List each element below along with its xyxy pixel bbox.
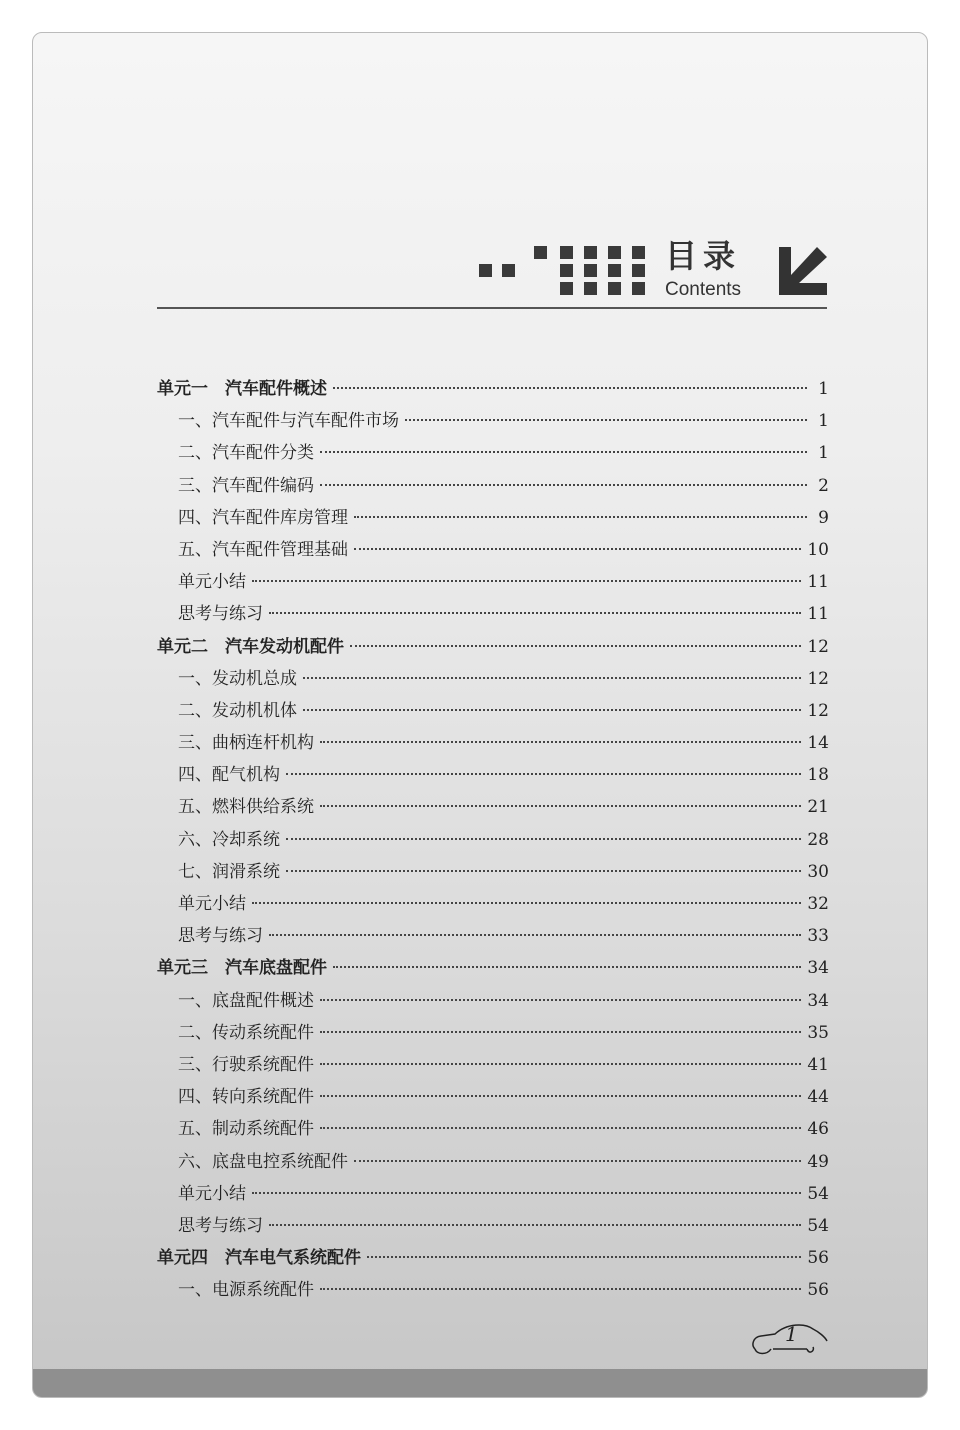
toc-entry-page: 28: [807, 829, 829, 850]
book-page: [32, 32, 928, 1398]
toc-entry-label: 三、汽车配件编码: [178, 475, 314, 496]
toc-entry[interactable]: [157, 410, 829, 442]
leader-dots: [320, 484, 807, 486]
leader-dots: [354, 516, 807, 518]
toc-entry-label: 思考与练习: [178, 1215, 263, 1236]
leader-dots: [286, 870, 801, 872]
toc-entry[interactable]: [157, 571, 829, 603]
toc-entry-page: 35: [807, 1022, 829, 1043]
toc-entry-label: 五、制动系统配件: [178, 1119, 314, 1140]
toc-entry[interactable]: [157, 507, 829, 539]
toc-entry[interactable]: [157, 1054, 829, 1086]
toc-entry[interactable]: [157, 732, 829, 764]
toc-entry-page: 33: [807, 926, 829, 947]
toc-unit-entry[interactable]: [157, 1247, 829, 1279]
toc-entry-label: 三、曲柄连杆机构: [178, 733, 314, 754]
toc-entry[interactable]: [157, 990, 829, 1022]
toc-unit-entry[interactable]: [157, 378, 829, 410]
toc-entry-label: 三、行驶系统配件: [178, 1054, 314, 1075]
toc-entry-page: 46: [807, 1119, 829, 1140]
toc-entry-page: 1: [818, 443, 829, 464]
toc-entry[interactable]: [157, 796, 829, 828]
leader-dots: [286, 838, 801, 840]
toc-entry-page: 54: [807, 1183, 829, 1204]
leader-dots: [303, 709, 801, 711]
toc-entry-label: 四、汽车配件库房管理: [178, 507, 348, 528]
page-title: 目录: [665, 237, 742, 275]
toc-entry-label: 单元一 汽车配件概述: [157, 379, 327, 399]
toc-entry-label: 一、电源系统配件: [178, 1280, 314, 1301]
toc-entry-page: 44: [807, 1087, 829, 1108]
toc-entry-page: 2: [818, 475, 829, 496]
toc-entry-label: 单元小结: [178, 894, 246, 914]
header-divider: [157, 307, 827, 309]
toc-entry-page: 1: [818, 379, 829, 399]
toc-entry-label: 五、燃料供给系统: [178, 797, 314, 818]
leader-dots: [354, 548, 801, 550]
toc-entry-label: 单元二 汽车发动机配件: [157, 636, 344, 657]
toc-entry-page: 41: [807, 1054, 829, 1075]
toc-entry-label: 单元四 汽车电气系统配件: [157, 1248, 361, 1269]
toc-entry[interactable]: [157, 893, 829, 925]
table-of-contents: [157, 378, 829, 1311]
toc-entry-page: 56: [807, 1248, 829, 1269]
toc-entry-label: 五、汽车配件管理基础: [178, 539, 348, 560]
leader-dots: [320, 1063, 801, 1065]
toc-unit-entry[interactable]: [157, 957, 829, 989]
toc-entry-label: 四、配气机构: [178, 765, 280, 786]
leader-dots: [320, 1127, 801, 1129]
toc-entry[interactable]: [157, 475, 829, 507]
toc-entry-label: 单元三 汽车底盘配件: [157, 958, 327, 979]
toc-entry[interactable]: [157, 925, 829, 957]
toc-entry-page: 56: [807, 1280, 829, 1301]
toc-entry-page: 10: [807, 539, 829, 560]
toc-entry-label: 四、转向系统配件: [178, 1087, 314, 1108]
toc-entry[interactable]: [157, 1022, 829, 1054]
leader-dots: [303, 677, 801, 679]
toc-entry[interactable]: [157, 1215, 829, 1247]
leader-dots: [333, 966, 801, 968]
toc-entry-label: 一、汽车配件与汽车配件市场: [178, 411, 399, 432]
toc-entry-page: 12: [807, 636, 829, 657]
toc-entry-page: 1: [818, 411, 829, 432]
leader-dots: [286, 773, 801, 775]
toc-entry-page: 11: [807, 604, 829, 625]
page-subtitle: Contents: [665, 279, 742, 300]
toc-entry[interactable]: [157, 764, 829, 796]
leader-dots: [252, 902, 801, 904]
toc-entry[interactable]: [157, 1086, 829, 1118]
toc-entry[interactable]: [157, 539, 829, 571]
toc-entry[interactable]: [157, 442, 829, 474]
toc-entry-label: 二、汽车配件分类: [178, 443, 314, 464]
toc-entry-page: 54: [807, 1215, 829, 1236]
leader-dots: [320, 999, 801, 1001]
leader-dots: [320, 1095, 801, 1097]
toc-entry-page: 14: [807, 733, 829, 754]
toc-entry-page: 32: [807, 894, 829, 914]
page-number: 1: [785, 1322, 798, 1346]
toc-entry-label: 七、润滑系统: [178, 861, 280, 882]
toc-entry-label: 思考与练习: [178, 926, 263, 947]
leader-dots: [320, 741, 801, 743]
leader-dots: [320, 1288, 801, 1290]
toc-entry-page: 18: [807, 765, 829, 786]
leader-dots: [269, 1224, 801, 1226]
toc-entry-page: 49: [807, 1151, 829, 1172]
toc-entry-label: 思考与练习: [178, 604, 263, 625]
toc-unit-entry[interactable]: [157, 636, 829, 668]
toc-entry-page: 21: [807, 797, 829, 818]
toc-entry-page: 9: [818, 507, 829, 528]
toc-entry-label: 二、传动系统配件: [178, 1022, 314, 1043]
toc-entry[interactable]: [157, 861, 829, 893]
toc-entry-label: 六、冷却系统: [178, 829, 280, 850]
toc-entry[interactable]: [157, 1183, 829, 1215]
leader-dots: [320, 451, 807, 453]
leader-dots: [269, 934, 801, 936]
leader-dots: [320, 1031, 801, 1033]
toc-entry[interactable]: [157, 1279, 829, 1311]
toc-entry[interactable]: [157, 829, 829, 861]
leader-dots: [320, 805, 801, 807]
leader-dots: [252, 1192, 801, 1194]
toc-entry-label: 单元小结: [178, 572, 246, 593]
arrow-down-left-icon: [779, 245, 827, 295]
toc-entry-page: 30: [807, 861, 829, 882]
toc-entry-label: 单元小结: [178, 1183, 246, 1204]
toc-entry-page: 34: [807, 990, 829, 1011]
toc-entry[interactable]: [157, 1151, 829, 1183]
toc-entry-page: 12: [807, 700, 829, 721]
leader-dots: [405, 419, 807, 421]
toc-entry-page: 12: [807, 668, 829, 689]
leader-dots: [367, 1256, 801, 1258]
toc-entry[interactable]: [157, 668, 829, 700]
toc-entry-label: 一、底盘配件概述: [178, 990, 314, 1011]
toc-entry-page: 34: [807, 958, 829, 979]
leader-dots: [333, 387, 807, 389]
toc-entry-page: 11: [807, 572, 829, 593]
toc-entry[interactable]: [157, 603, 829, 635]
leader-dots: [252, 580, 801, 582]
toc-entry[interactable]: [157, 1118, 829, 1150]
leader-dots: [269, 612, 801, 614]
toc-entry-label: 六、底盘电控系统配件: [178, 1151, 348, 1172]
leader-dots: [350, 645, 801, 647]
toc-entry-label: 二、发动机机体: [178, 700, 297, 721]
toc-entry[interactable]: [157, 700, 829, 732]
leader-dots: [354, 1160, 801, 1162]
toc-entry-label: 一、发动机总成: [178, 668, 297, 689]
page-bottom-strip: [33, 1369, 927, 1397]
